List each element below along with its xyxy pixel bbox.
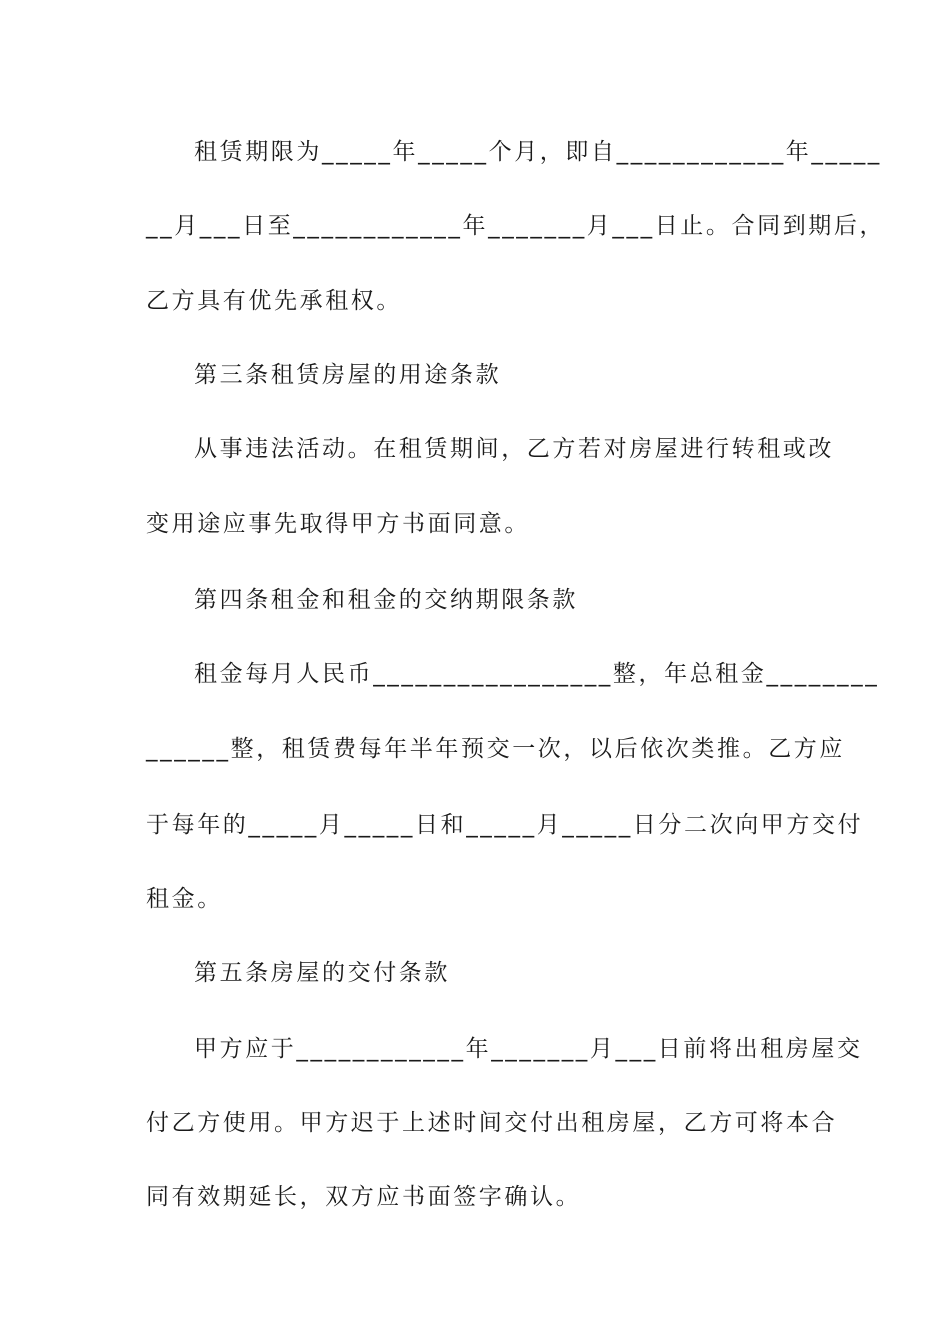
paragraph-delivery-line-3: 同有效期延长，双方应书面签字确认。 [146,1184,582,1210]
article-5-heading: 第五条房屋的交付条款 [194,960,450,986]
paragraph-lease-term-line-1: 租赁期限为_____年_____个月，即自____________年_____ [194,139,882,165]
paragraph-delivery-line-2: 付乙方使用。甲方迟于上述时间交付出租房屋，乙方可将本合 [146,1110,838,1136]
paragraph-lease-term-line-2: __月___日至____________年_______月___日止。合同到期后， [146,213,886,239]
article-3-heading: 第三条租赁房屋的用途条款 [194,362,502,388]
paragraph-usage-line-2: 变用途应事先取得甲方书面同意。 [146,511,530,537]
paragraph-rent-line-3: 于每年的_____月_____日和_____月_____日分二次向甲方交付 [146,812,864,838]
paragraph-rent-line-2: ______整，租赁费每年半年预交一次，以后依次类推。乙方应 [146,736,845,762]
paragraph-lease-term-line-3: 乙方具有优先承租权。 [146,288,402,314]
paragraph-rent-line-4: 租金。 [146,886,223,912]
paragraph-usage-line-1: 从事违法活动。在租赁期间，乙方若对房屋进行转租或改 [194,436,834,462]
article-4-heading: 第四条租金和租金的交纳期限条款 [194,587,578,613]
paragraph-delivery-line-1: 甲方应于____________年_______月___日前将出租房屋交 [194,1036,863,1062]
paragraph-rent-line-1: 租金每月人民币_________________整，年总租金________ [194,661,880,687]
